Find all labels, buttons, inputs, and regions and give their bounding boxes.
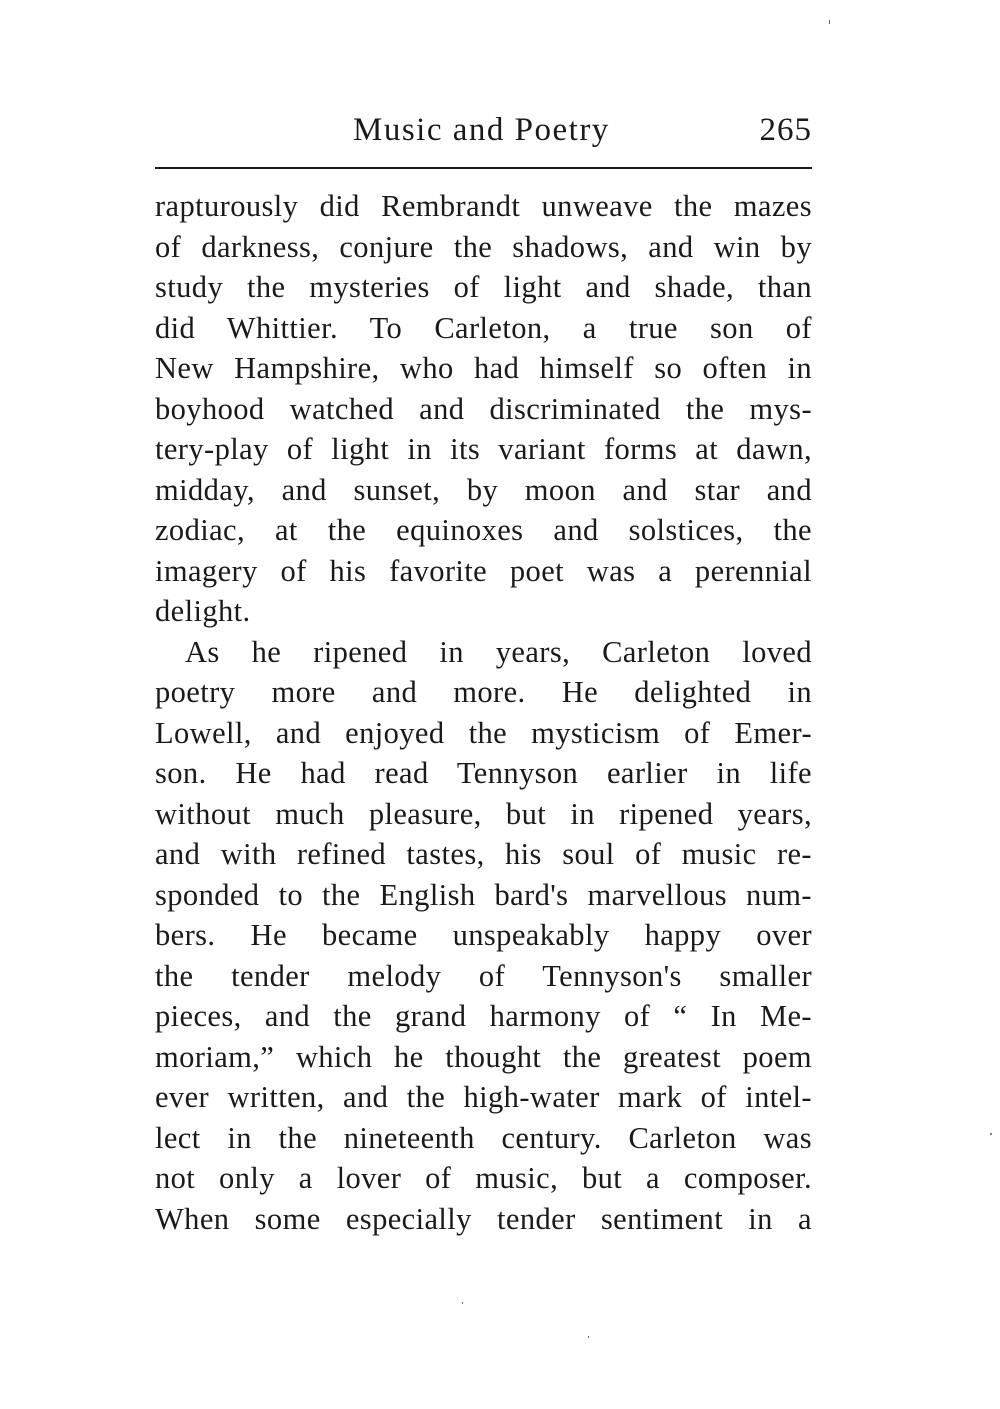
scan-speck [462, 1302, 463, 1304]
page-header [155, 112, 812, 162]
body-text [155, 186, 812, 1239]
paragraph-end-line: delight. [155, 594, 251, 628]
text-line: sponded to the English bard's marvellous num- [155, 877, 812, 912]
text-line: zodiac, at the equinoxes and solstices, the [155, 513, 812, 547]
text-line: rapturously did Rembrandt unweave the mazes [155, 189, 812, 223]
text-line: without much pleasure, but in ripened years, [155, 796, 812, 831]
text-line: did Whittier. To Carleton, a true son of [155, 310, 812, 345]
text-line: tery-play of light in its variant forms at dawn, [155, 432, 812, 466]
text-line: imagery of his favorite poet was a perennial [155, 553, 812, 588]
text-line: lect in the nineteenth century. Carleton was [155, 1120, 812, 1155]
running-head: Music and Poetry [353, 112, 610, 148]
page-number: 265 [759, 112, 812, 148]
text-line: ever written, and the high-water mark of intel- [155, 1080, 812, 1114]
paragraph-start-line: As he ripened in years, Carleton loved [185, 634, 812, 669]
text-line: bers. He became unspeakably happy over [155, 918, 812, 952]
scan-speck [588, 1336, 589, 1338]
text-line: of darkness, conjure the shadows, and win by [155, 229, 812, 264]
text-line: moriam,” which he thought the greatest poem [155, 1039, 812, 1074]
text-line: boyhood watched and discriminated the mys- [155, 391, 812, 426]
text-line: not only a lover of music, but a composer. [155, 1161, 812, 1195]
text-line: poetry more and more. He delighted in [155, 675, 812, 709]
text-line: midday, and sunset, by moon and star and [155, 472, 812, 507]
text-line: study the mysteries of light and shade, than [155, 270, 812, 304]
header-rule [155, 167, 812, 169]
scan-speck [990, 1133, 992, 1135]
text-line: son. He had read Tennyson earlier in life [155, 756, 812, 790]
text-line: New Hampshire, who had himself so often in [155, 351, 812, 385]
text-line: and with refined tastes, his soul of music re- [155, 837, 812, 871]
text-line: When some especially tender sentiment in a [155, 1201, 812, 1236]
text-line: Lowell, and enjoyed the mysticism of Emer- [155, 715, 812, 750]
text-line: pieces, and the grand harmony of “ In Me- [155, 999, 812, 1033]
text-line: the tender melody of Tennyson's smaller [155, 958, 812, 993]
scan-speck [829, 20, 830, 24]
